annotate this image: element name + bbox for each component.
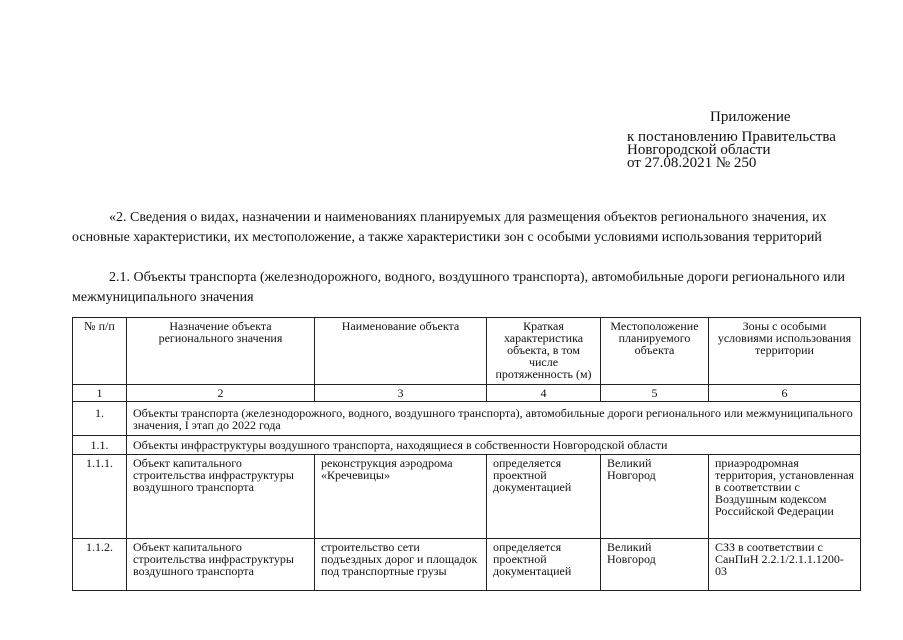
row-name: строительство сети подъездных дорог и площадок под транспортные грузы xyxy=(315,539,487,591)
column-number-row xyxy=(73,385,861,402)
row-purpose: Объект капитального строительства инфраструктуры воздушного транспорта xyxy=(127,455,315,539)
section-1-1-text: Объекты инфраструктуры воздушного транспорта, находящиеся в собственности Новгородской области xyxy=(127,436,861,455)
appendix-line-date: от 27.08.2021 № 250 xyxy=(627,155,757,171)
table-row xyxy=(73,539,861,591)
header-characteristic: Краткая характеристика объекта, в том числе протяженность (м) xyxy=(487,318,601,385)
col-number-4: 4 xyxy=(487,385,601,402)
section-1-text: Объекты транспорта (железнодорожного, водного, воздушного транспорта), автомобильные дороги регионального или межмуниципального значения, I этап до 2022 года xyxy=(127,402,861,436)
row-number: 1.1.2. xyxy=(73,539,127,591)
col-number-1: 1 xyxy=(73,385,127,402)
appendix-line-region: Новгородской области xyxy=(627,142,771,158)
col-number-2: 2 xyxy=(127,385,315,402)
row-number: 1.1.1. xyxy=(73,455,127,539)
row-characteristic: определяется проектной документацией xyxy=(487,539,601,591)
row-name: реконструкция аэродрома «Кречевицы» xyxy=(315,455,487,539)
section-1-1-number: 1.1. xyxy=(73,436,127,455)
section-row-1 xyxy=(73,402,861,436)
row-zones: приаэродромная территория, установленная в соответствии с Воздушным кодексом Российской Федерации xyxy=(709,455,861,539)
row-location: Великий Новгород xyxy=(601,539,709,591)
col-number-6: 6 xyxy=(709,385,861,402)
table-row xyxy=(73,455,861,539)
col-number-3: 3 xyxy=(315,385,487,402)
appendix-line-decree: к постановлению Правительства xyxy=(627,129,836,145)
table-header-row xyxy=(73,318,861,385)
section-subheading: 2.1. Объекты транспорта (железнодорожного, водного, воздушного транспорта), автомобильные дороги регионального или межмуниципального значения xyxy=(72,270,846,305)
objects-table xyxy=(72,317,861,591)
appendix-title: Приложение xyxy=(710,109,791,125)
row-location: Великий Новгород xyxy=(601,455,709,539)
row-zones: СЗЗ в соответствии с СанПиН 2.2.1/2.1.1.1200-03 xyxy=(709,539,861,591)
section-row-1-1 xyxy=(73,436,861,455)
header-location: Местоположение планируемого объекта xyxy=(601,318,709,385)
header-zones: Зоны с особыми условиями использования территории xyxy=(709,318,861,385)
section-heading: «2. Сведения о видах, назначении и наименованиях планируемых для размещения объектов регионального значения, их основные характеристики, их местоположение, а также характеристики зон с особыми условиями использования территорий xyxy=(72,210,827,245)
row-characteristic: определяется проектной документацией xyxy=(487,455,601,539)
header-number: № п/п xyxy=(73,318,127,385)
section-1-number: 1. xyxy=(73,402,127,436)
header-purpose: Назначение объекта регионального значения xyxy=(127,318,315,385)
col-number-5: 5 xyxy=(601,385,709,402)
row-purpose: Объект капитального строительства инфраструктуры воздушного транспорта xyxy=(127,539,315,591)
header-name: Наименование объекта xyxy=(315,318,487,385)
